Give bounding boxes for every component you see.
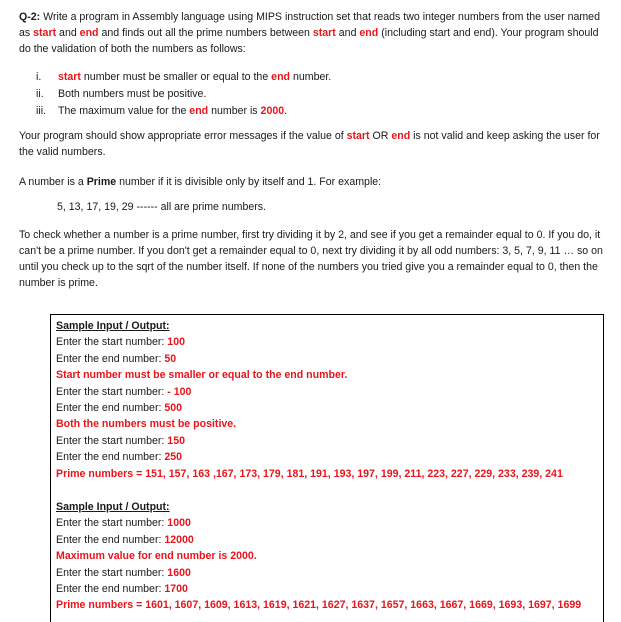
rule-item [36,69,596,86]
rule-item [36,103,596,120]
question-label: Q-2: [19,11,41,23]
intro-and: and [56,27,80,39]
sample-error-line: Start number must be smaller or equal to the end number. [56,369,348,382]
sample-prompt-line [56,581,188,597]
sample-prompt-line [56,433,185,449]
prompt-label: Enter the start number: [56,517,168,530]
sample-prompt-line [56,532,194,548]
start-keyword-2: start [312,27,336,39]
prime-text: A number is a [19,176,87,188]
prompt-value: 150 [167,434,185,447]
prompt-label: Enter the start number: [56,385,168,398]
prompt-label: Enter the end number: [56,583,165,595]
prompt-value: 1600 [167,566,191,579]
errors-text: is not valid and keep asking the user for the valid numbers. [19,130,600,158]
errors-highlight: start [346,130,370,142]
prompt-value: - 100 [167,385,192,398]
prompt-label: Enter the end number: [56,402,165,414]
sample-prompt-line [56,515,191,531]
rule-text: . [284,105,288,117]
prompt-value: 1700 [164,583,188,595]
prime-check-paragraph [19,227,609,291]
prompt-value: 50 [164,352,177,365]
rule-number: ii. [36,88,44,100]
prompt-label: Enter the start number: [56,566,168,579]
intro-text-4: (including start and end). Your program should do the validation of both the numbers as follows: [19,27,599,55]
errors-text: OR [369,130,392,142]
rule-text: The maximum value for the [58,105,190,117]
prompt-value: 500 [164,402,183,414]
errors-highlight: end [391,130,411,142]
prompt-value: 250 [164,451,183,464]
prompt-value: 100 [167,336,185,349]
prompt-label: Enter the start number: [56,336,168,349]
prompt-label: Enter the start number: [56,434,168,447]
sample-prompt-line [56,400,182,416]
rule-item [36,86,596,103]
sample-io-box [50,314,604,622]
question-paragraph [19,9,609,57]
sample-error-line: Prime numbers = 151, 157, 163 ,167, 173, 179, 181, 191, 193, 197, 199, 211, 223, 227, 229, 233, 239, 241 [56,467,563,480]
prompt-value: 1000 [167,517,191,530]
start-keyword: start [33,27,57,39]
sample-prompt-line [56,351,176,367]
sample-error-line: Prime numbers = 1601, 1607, 1609, 1613, 1619, 1621, 1627, 1637, 1657, 1663, 1667, 1669, 1693, 1697, 1699 [56,599,582,612]
sample-heading: Sample Input / Output: [56,501,170,513]
sample-error-line: Both the numbers must be positive. [56,418,237,431]
rule-text: Both numbers must be positive. [58,88,207,100]
rule-text: number must be smaller or equal to the [80,71,272,83]
prompt-label: Enter the end number: [56,352,165,365]
prime-examples: 5, 13, 17, 19, 29 ------ all are prime numbers. [57,201,267,213]
intro-text-1: Write a program in Assembly language using MIPS instruction set that reads two integer numbers from the user named as [19,11,600,39]
rule-highlight: end [271,71,291,83]
rule-highlight: 2000 [260,105,285,117]
prompt-value: 12000 [164,533,194,546]
rule-text: number is [208,105,261,117]
intro-text-3: and [335,27,360,39]
end-keyword: end [79,27,99,39]
sample-error-line: Maximum value for end number is 2000. [56,550,257,563]
rule-number: i. [36,71,42,83]
sample-heading: Sample Input / Output: [56,320,170,332]
question-intro [19,9,609,57]
rule-text: number. [290,71,332,83]
rule-highlight: start [58,71,81,83]
rule-highlight: end [189,105,209,117]
check-text: To check whether a number is a prime number, first try dividing it by 2, and see if you get a remainder equal to 0. If you do, it can't be a prime number. If you don't get a remainder equal to 0, next try dividing it by all odd numbers: 3, 5, 7, 9, 11 … so on until you check up to the sqrt of the number itself. If none of the numbers you tried give you a remainder equal to 0, then the number is prime. [19,229,603,289]
prime-text: number if it is divisible only by itself and 1. For example: [116,176,382,188]
rule-number: iii. [36,105,47,117]
prompt-label: Enter the end number: [56,451,165,464]
prompt-label: Enter the end number: [56,533,165,546]
errors-text: Your program should show appropriate error messages if the value of [19,130,347,142]
error-messages-paragraph [19,128,609,160]
validation-rules-list [36,69,596,120]
prime-definition [19,174,609,190]
sample-prompt-line [56,449,182,465]
sample-prompt-line [56,334,185,350]
sample-prompt-line [56,565,191,581]
sample-prompt-line [56,384,191,400]
intro-text-2: and finds out all the prime numbers between [98,27,313,39]
end-keyword-2: end [359,27,379,39]
prime-bold: Prime [86,176,117,188]
